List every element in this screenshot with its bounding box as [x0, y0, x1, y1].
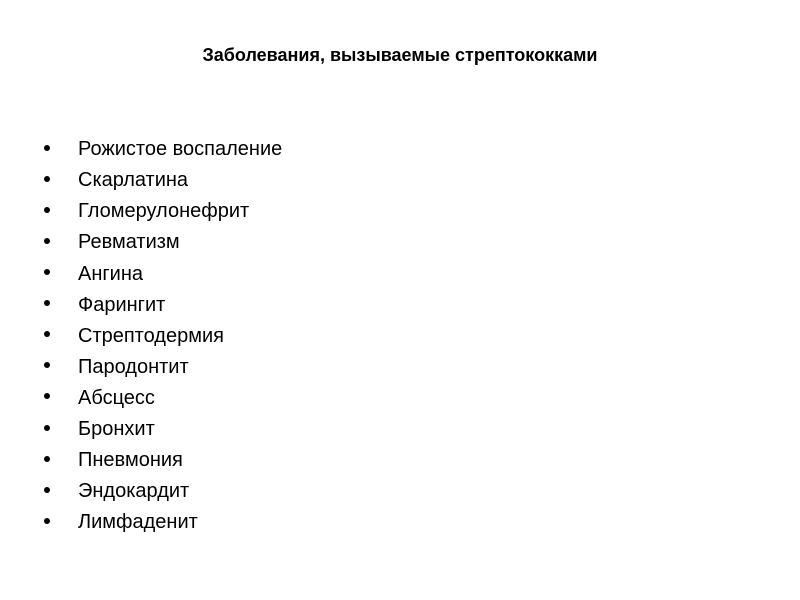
list-item	[44, 445, 282, 476]
list-item	[44, 321, 282, 352]
list-item-text: Ревматизм	[78, 231, 180, 254]
bullet-dot-icon	[44, 425, 50, 431]
list-item	[44, 383, 282, 414]
list-item	[44, 507, 282, 538]
slide-title: Заболевания, вызываемые стрептококками	[202, 45, 598, 65]
list-item-text: Бронхит	[78, 418, 155, 441]
bullet-dot-icon	[44, 331, 50, 337]
list-item-text: Рожистое воспаление	[78, 138, 283, 161]
bullet-dot-icon	[44, 393, 50, 399]
list-item	[44, 476, 282, 507]
list-item	[44, 134, 282, 165]
list-item	[44, 165, 282, 196]
list-item	[44, 414, 282, 445]
list-item	[44, 196, 282, 227]
list-item-text: Скарлатина	[78, 169, 189, 192]
bullet-dot-icon	[44, 300, 50, 306]
bullet-dot-icon	[44, 238, 50, 244]
bullet-dot-icon	[44, 145, 50, 151]
bullet-dot-icon	[44, 176, 50, 182]
list-item-text: Эндокардит	[78, 480, 190, 503]
list-item-text: Пневмония	[78, 449, 183, 472]
list-item-text: Фарингит	[78, 293, 166, 316]
list-item-text: Гломерулонефрит	[78, 200, 250, 223]
list-item	[44, 258, 282, 289]
list-item	[44, 289, 282, 320]
list-item-text: Пародонтит	[78, 355, 189, 378]
bullet-dot-icon	[44, 207, 50, 213]
list-item	[44, 227, 282, 258]
bullet-dot-icon	[44, 456, 50, 462]
bullet-list	[44, 134, 282, 538]
bullet-dot-icon	[44, 269, 50, 275]
list-item-text: Ангина	[78, 262, 144, 285]
list-item-text: Лимфаденит	[78, 511, 198, 534]
list-item	[44, 352, 282, 383]
bullet-dot-icon	[44, 518, 50, 524]
list-item-text: Абсцесс	[78, 386, 155, 409]
list-item-text: Стрептодермия	[78, 324, 224, 347]
bullet-dot-icon	[44, 362, 50, 368]
bullet-dot-icon	[44, 487, 50, 493]
